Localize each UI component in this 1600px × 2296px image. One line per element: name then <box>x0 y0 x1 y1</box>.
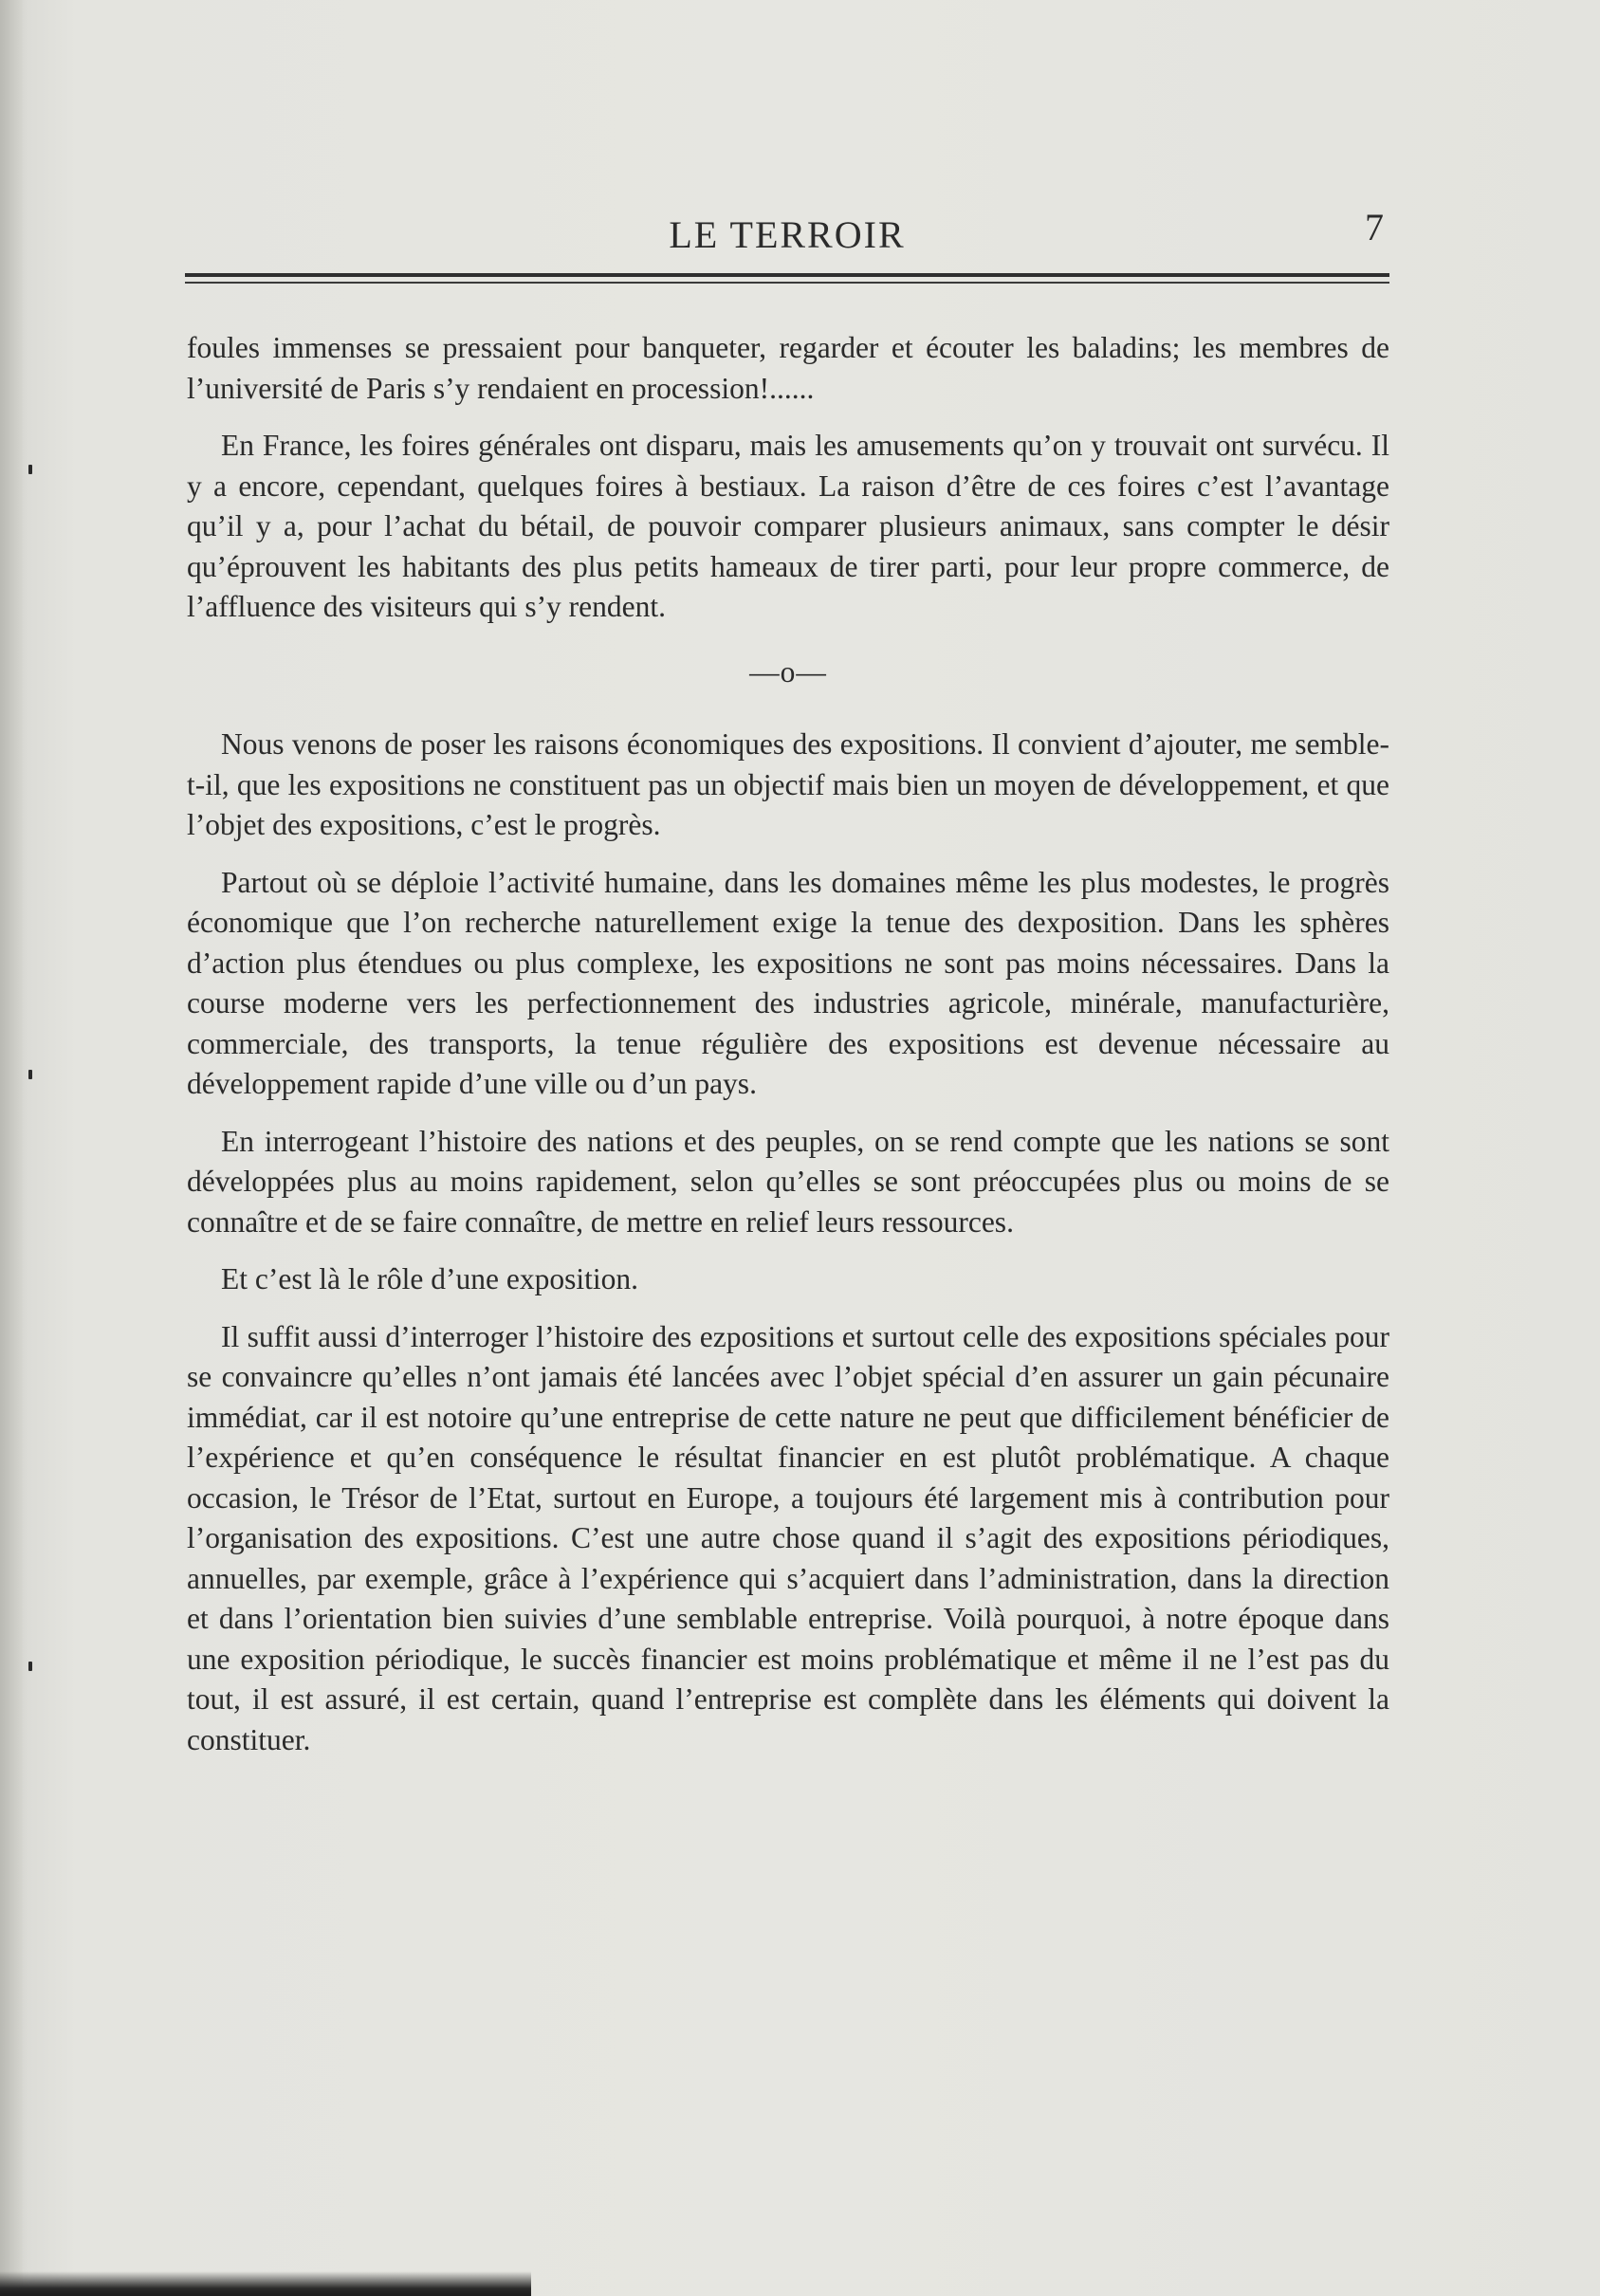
margin-speck <box>28 1070 32 1079</box>
header-rule-thin <box>185 282 1389 284</box>
scan-edge-shadow <box>0 2271 531 2296</box>
paragraph-7: Il suffit aussi d’interroger l’histoire des ezpositions et surtout celle des expositions spéciales pour se convaincre qu’elles n’ont jamais été lancées avec l’objet spécial d’en assurer un gain pécunaire immédiat, car il est notoire qu’une entreprise de cette nature ne peut que difficilement bénéficier de l’expérience et qu’en conséquence le résultat financier en est plutôt problématique. A chaque occasion, le Trésor de l’Etat, surtout en Europe, a toujours été largement mis à contribution pour l’organisation des expositions. C’est une autre chose quand il s’agit des expositions périodiques, annuelles, par exemple, grâce à l’expérience qui s’acquiert dans l’administration, dans la direction et dans l’orientation bien suivies d’une semblable entreprise. Voilà pourquoi, à notre époque dans une exposition périodique, le succès financier est moins problématique et même il ne l’est pas du tout, il est assuré, il est certain, quand l’entreprise est complète dans les éléments qui doivent la constituer. <box>187 1319 1389 1756</box>
paragraph-1: foules immenses se pressaient pour banqueter, regarder et écouter les baladins; les membres de l’université de Paris s’y rendaient en procession!...... <box>187 331 1389 405</box>
paragraph-6: Et c’est là le rôle d’une exposition. <box>221 1262 638 1295</box>
margin-speck <box>28 1662 32 1671</box>
page-number: 7 <box>1365 206 1384 248</box>
header-rule-thick <box>185 273 1389 277</box>
paragraph-2: En France, les foires générales ont disparu, mais les amusements qu’on y trouvait ont survécu. Il y a encore, cependant, quelques foires à bestiaux. La raison d’être de ces foires c’est l’avantage qu’il y a, pour l’achat du bétail, de pouvoir comparer plusieurs animaux, sans compter le désir qu’éprouvent les habitants des plus petits hameaux de tirer parti, pour leur propre commerce, de l’affluence des visiteurs qui s’y rendent. <box>187 429 1389 623</box>
margin-speck <box>28 465 32 474</box>
paragraph-5: En interrogeant l’histoire des nations et des peuples, on se rend compte que les nations se sont développées plus au moins rapidement, selon qu’elles se sont préoccupées plus ou moins de se connaître et de se faire connaître, de mettre en relief leurs ressources. <box>187 1124 1389 1239</box>
running-title: LE TERROIR <box>669 213 906 256</box>
body-text <box>187 328 1389 1777</box>
paragraph-3: Nous venons de poser les raisons économiques des expositions. Il convient d’ajouter, me semble-t-il, que les expositions ne constituent pas un objectif mais bien un moyen de développement, et que l’objet des expositions, c’est le progrès. <box>187 727 1389 841</box>
page-gutter <box>0 0 23 2296</box>
running-header <box>185 199 1389 285</box>
section-separator: —o— <box>749 654 827 689</box>
paragraph-4: Partout où se déploie l’activité humaine, dans les domaines même les plus modestes, le progrès économique que l’on recherche naturellement exige la tenue des dexposition. Dans les sphères d’action plus étendues ou plus complexe, les expositions ne sont pas moins nécessaires. Dans la course moderne vers les perfectionnement des industries agricole, minérale, manufacturière, commerciale, des transports, la tenue régulière des expositions est devenue nécessaire au développement rapide d’une ville ou d’un pays. <box>187 865 1389 1100</box>
